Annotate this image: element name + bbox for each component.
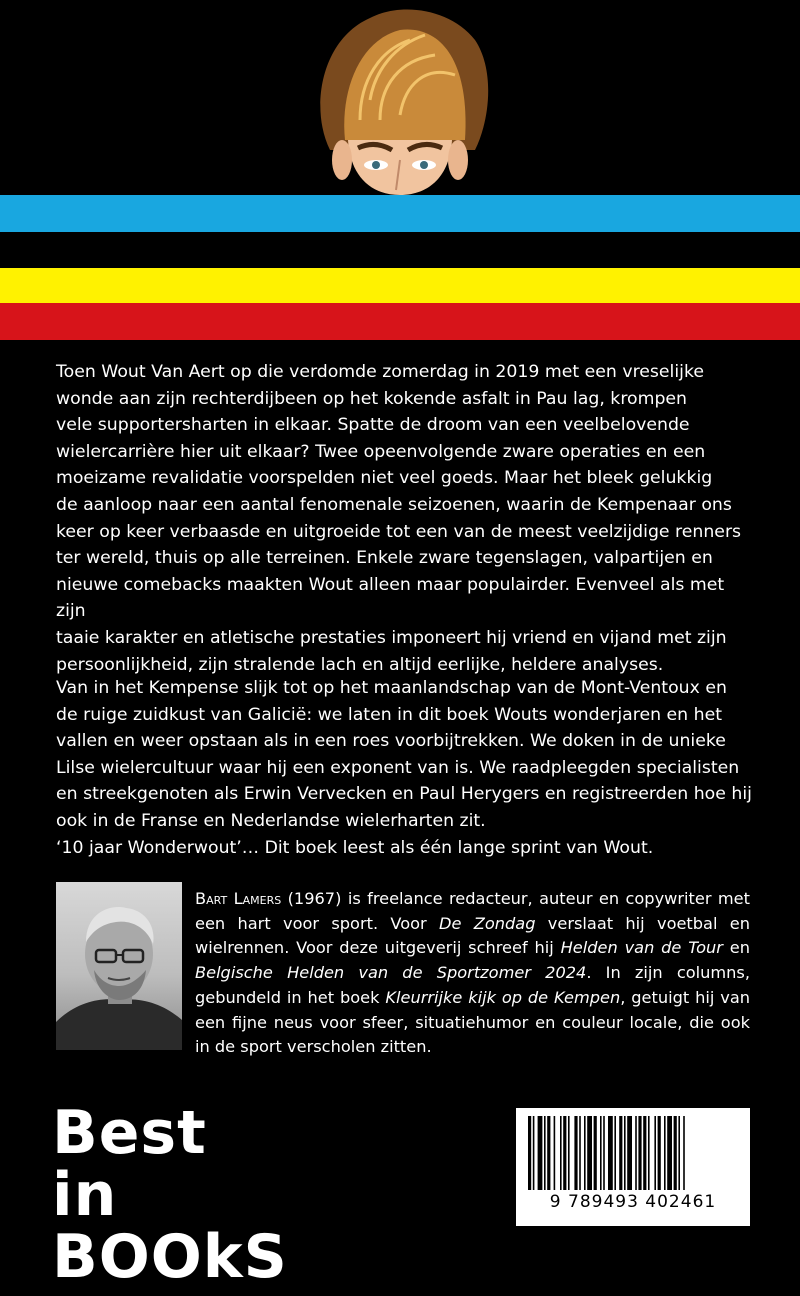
bio-text-3: en [722,938,750,958]
author-name: Bart Lamers [195,889,282,908]
bio-title-3: Belgische Helden van de Sportzomer 2024 [195,963,587,983]
blue-stripe [0,195,800,232]
blurb-paragraph-1: Toen Wout Van Aert op die verdomde zomerdag in 2019 met een vreselijke wonde aan zijn rechterdijbeen op het kokende asfalt in Pau lag, krompen vele supportersharten in elkaar. Spatte de droom van een veelbelovende wielercarrière hier uit elkaar? Twee opeenvolgende zware operaties en een moeizame revalidatie voorspelden niet veel goeds. Maar het bleek gelukkig de aanloop naar een aantal fenomenale seizoenen, waarin de Kempenaar ons keer op keer verbaasde en uitgroeide tot een van de meest veelzijdige renners ter wereld, thuis op alle terreinen. Enkele zware tegenslagen, valpartijen en nieuwe comebacks maakten Wout alleen maar populairder. Evenveel als met zijn taaie karakter en atletische prestaties imponeert hij vriend en vijand met zijn persoonlijkheid, zijn stralende lach en altijd eerlijke, heldere analyses. [56,362,742,675]
yellow-stripe [0,268,800,303]
author-photo [56,882,182,1050]
publisher-logo-line-2: BOOkS [52,1222,288,1292]
bio-text-2: verslaat hij voetbal en wielrennen. Voor deze uitgeverij schreef hij [195,913,751,958]
isbn-barcode [516,1108,750,1226]
blurb-paragraph-2: Van in het Kempense slijk tot op het maanlandschap van de Mont-Ventoux en de ruige zuidkust van Galicië: we laten in dit boek Wouts wonderjaren en het vallen en weer opstaan als in een roes voorbijtrekken. We doken in de unieke Lilse wielercultuur waar hij een exponent van is. We raadpleegden specialisten en streekgenoten als Erwin Vervecken en Paul Herygers en registreerden hoe hij ook in de Franse en Nederlandse wielerharten zit. ‘10 jaar Wonderwout’… Dit boek leest als één lange sprint van Wout. [56,678,752,858]
publisher-logo [52,1098,288,1292]
isbn-number: 9 789493 402461 [549,1192,717,1212]
bio-title-2: Helden van de Tour [560,938,723,958]
bio-title-1: De Zondag [439,913,536,933]
cartoon-face-icon [300,0,500,195]
bio-title-4: Kleurrijke kijk op de Kempen [385,987,621,1007]
bio-text-5: , getuigt hij van een fijne neus voor sfeer, situatiehumor en couleur locale, die ook in de sport verscholen zitten. [195,987,751,1057]
author-bio [195,887,750,1060]
bio-text-4: . In zijn columns, gebundeld in het boek [195,963,750,1007]
red-stripe [0,303,800,340]
bio-text-1: (1967) is freelance redacteur, auteur en copywriter met een hart voor sport. Voor [195,889,750,933]
barcode-bars [524,1116,742,1190]
publisher-logo-line-1: Best in [52,1098,207,1230]
